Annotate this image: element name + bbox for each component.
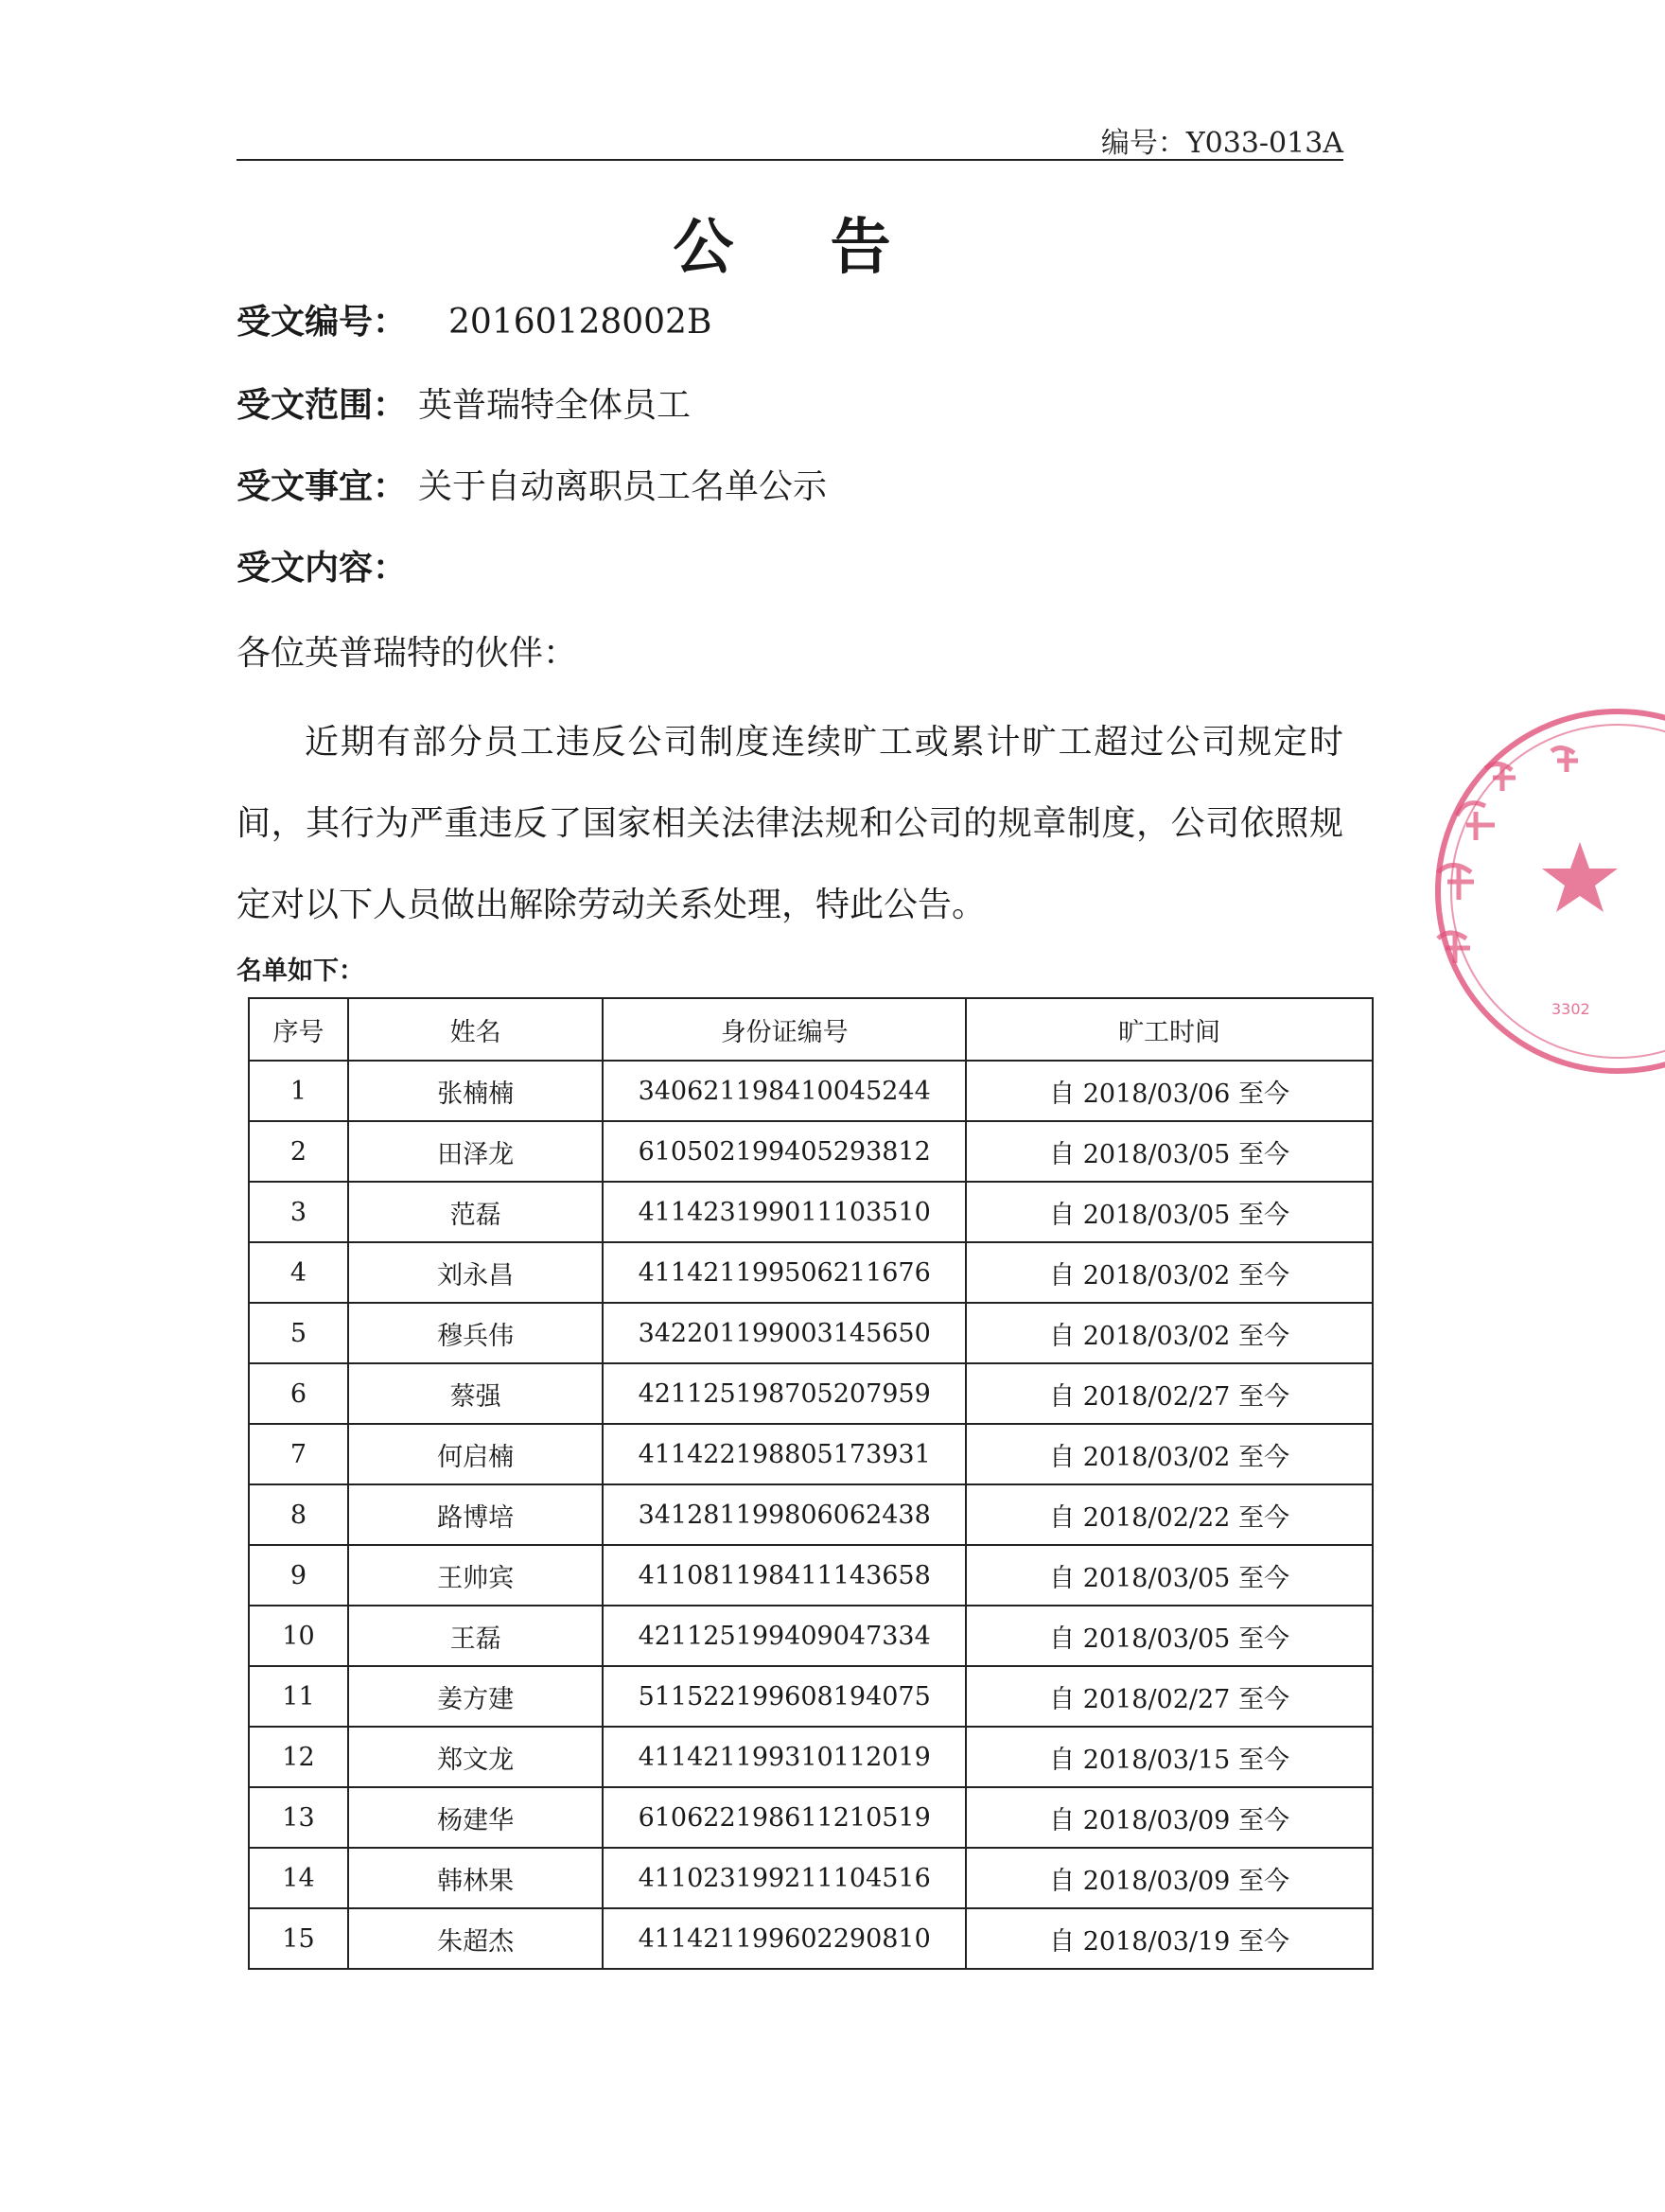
header-index: 序号	[249, 998, 348, 1061]
cell-index: 14	[249, 1848, 348, 1908]
cell-id-number: 341281199806062438	[603, 1484, 966, 1545]
cell-index: 12	[249, 1727, 348, 1787]
field-value: 关于自动离职员工名单公示	[418, 467, 828, 506]
cell-absence-period: 自 2018/03/05 至今	[966, 1182, 1373, 1242]
cell-name: 何启楠	[348, 1424, 603, 1484]
table-row	[249, 1363, 1373, 1424]
cell-name: 范磊	[348, 1182, 603, 1242]
header-id-number: 身份证编号	[603, 998, 966, 1061]
cell-absence-period: 自 2018/03/05 至今	[966, 1121, 1373, 1182]
table-row	[249, 1484, 1373, 1545]
field-label: 受文事宜：	[237, 467, 408, 506]
table-row	[249, 1121, 1373, 1182]
company-seal-icon	[1400, 730, 1665, 1043]
table-header-row	[249, 998, 1373, 1061]
cell-name: 王帅宾	[348, 1545, 603, 1606]
cell-id-number: 411421199602290810	[603, 1908, 966, 1969]
field-value: 英普瑞特全体员工	[418, 386, 692, 425]
cell-absence-period: 自 2018/02/27 至今	[966, 1666, 1373, 1727]
cell-name: 路博培	[348, 1484, 603, 1545]
table-row	[249, 1606, 1373, 1666]
field-label: 受文编号：	[237, 303, 408, 342]
cell-absence-period: 自 2018/03/05 至今	[966, 1606, 1373, 1666]
cell-name: 田泽龙	[348, 1121, 603, 1182]
cell-name: 王磊	[348, 1606, 603, 1666]
cell-absence-period: 自 2018/03/02 至今	[966, 1424, 1373, 1484]
table-row	[249, 1848, 1373, 1908]
cell-name: 蔡强	[348, 1363, 603, 1424]
table-row	[249, 1061, 1373, 1121]
cell-index: 3	[249, 1182, 348, 1242]
cell-id-number: 342201199003145650	[603, 1303, 966, 1363]
employee-table	[248, 997, 1374, 1970]
cell-name: 朱超杰	[348, 1908, 603, 1969]
cell-index: 1	[249, 1061, 348, 1121]
cell-absence-period: 自 2018/02/27 至今	[966, 1363, 1373, 1424]
document-number: 编号：Y033-013A	[1100, 127, 1343, 160]
cell-id-number: 411423199011103510	[603, 1182, 966, 1242]
cell-id-number: 610622198611210519	[603, 1787, 966, 1848]
table-row	[249, 1303, 1373, 1363]
cell-index: 10	[249, 1606, 348, 1666]
cell-absence-period: 自 2018/03/09 至今	[966, 1848, 1373, 1908]
cell-absence-period: 自 2018/02/22 至今	[966, 1484, 1373, 1545]
list-label: 名单如下：	[237, 957, 364, 986]
table-row	[249, 1908, 1373, 1969]
cell-absence-period: 自 2018/03/05 至今	[966, 1545, 1373, 1606]
cell-id-number: 610502199405293812	[603, 1121, 966, 1182]
cell-index: 2	[249, 1121, 348, 1182]
cell-name: 韩林果	[348, 1848, 603, 1908]
field-content	[237, 541, 418, 589]
cell-name: 杨建华	[348, 1787, 603, 1848]
header-name: 姓名	[348, 998, 603, 1061]
greeting: 各位英普瑞特的伙伴：	[237, 634, 578, 673]
cell-name: 张楠楠	[348, 1061, 603, 1121]
body-paragraph: 近期有部分员工违反公司制度连续旷工或累计旷工超过公司规定时间，其行为严重违反了国家相关法律法规和公司的规章制度，公司依照规定对以下人员做出解除劳动关系处理，特此公告。	[237, 723, 1343, 924]
cell-absence-period: 自 2018/03/15 至今	[966, 1727, 1373, 1787]
cell-index: 11	[249, 1666, 348, 1727]
cell-id-number: 421125198705207959	[603, 1363, 966, 1424]
header-divider	[237, 159, 1343, 161]
cell-id-number: 411023199211104516	[603, 1848, 966, 1908]
cell-name: 刘永昌	[348, 1242, 603, 1303]
cell-index: 6	[249, 1363, 348, 1424]
field-scope	[237, 378, 691, 427]
field-doc-id	[237, 295, 711, 343]
cell-index: 9	[249, 1545, 348, 1606]
cell-index: 7	[249, 1424, 348, 1484]
cell-absence-period: 自 2018/03/06 至今	[966, 1061, 1373, 1121]
cell-id-number: 411421199506211676	[603, 1242, 966, 1303]
table-row	[249, 1545, 1373, 1606]
table-row	[249, 1182, 1373, 1242]
page-title: 公 告	[673, 212, 929, 283]
table-row	[249, 1424, 1373, 1484]
field-label: 受文范围：	[237, 386, 408, 425]
cell-name: 姜方建	[348, 1666, 603, 1727]
table-row	[249, 1666, 1373, 1727]
cell-index: 4	[249, 1242, 348, 1303]
field-subject	[237, 460, 827, 508]
field-label: 受文内容：	[237, 549, 408, 588]
cell-id-number: 340621198410045244	[603, 1061, 966, 1121]
field-value: 20160128002B	[448, 303, 712, 342]
cell-id-number: 421125199409047334	[603, 1606, 966, 1666]
cell-name: 穆兵伟	[348, 1303, 603, 1363]
cell-absence-period: 自 2018/03/02 至今	[966, 1303, 1373, 1363]
header-absence-period: 旷工时间	[966, 998, 1373, 1061]
table-body	[249, 1061, 1373, 1969]
cell-index: 5	[249, 1303, 348, 1363]
cell-id-number: 411422198805173931	[603, 1424, 966, 1484]
cell-absence-period: 自 2018/03/02 至今	[966, 1242, 1373, 1303]
cell-index: 13	[249, 1787, 348, 1848]
table-row	[249, 1242, 1373, 1303]
cell-absence-period: 自 2018/03/19 至今	[966, 1908, 1373, 1969]
table-row	[249, 1727, 1373, 1787]
cell-index: 15	[249, 1908, 348, 1969]
cell-id-number: 411421199310112019	[603, 1727, 966, 1787]
cell-id-number: 411081198411143658	[603, 1545, 966, 1606]
cell-absence-period: 自 2018/03/09 至今	[966, 1787, 1373, 1848]
cell-name: 郑文龙	[348, 1727, 603, 1787]
table-row	[249, 1787, 1373, 1848]
cell-index: 8	[249, 1484, 348, 1545]
svg-text:3302: 3302	[1551, 1000, 1590, 1018]
cell-id-number: 511522199608194075	[603, 1666, 966, 1727]
